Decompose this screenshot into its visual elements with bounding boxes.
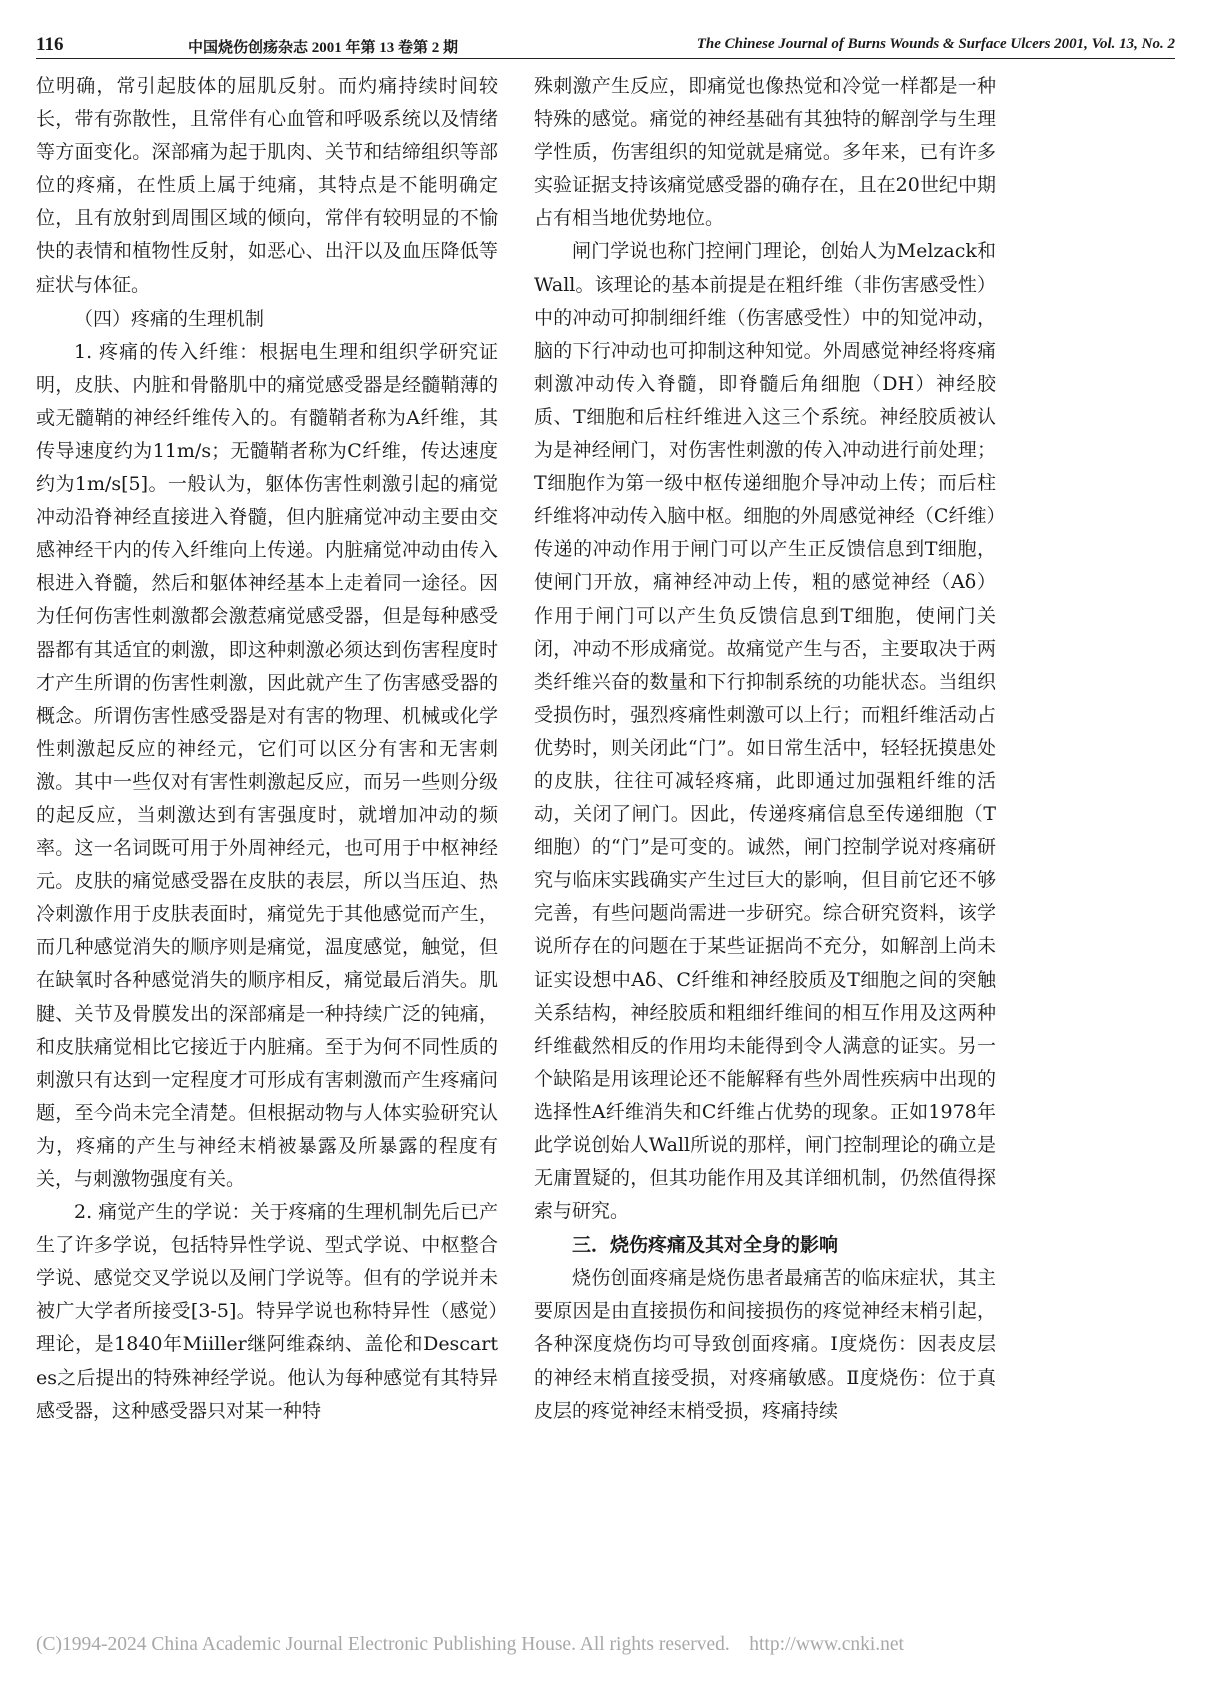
left-column <box>36 70 498 1428</box>
journal-title-en: The Chinese Journal of Burns Wounds & Surface Ulcers 2001, Vol. 13, No. 2 <box>696 36 1175 52</box>
paragraph-pain-theories: 2. 痛觉产生的学说：关于疼痛的生理机制先后已产生了许多学说，包括特异性学说、型式学说、中枢整合学说、感觉交叉学说以及闸门学说等。但有的学说并未被广大学者所接受[3-5]。特异学说也称特异性（感觉）理论，是1840年Miiller继阿维森纳、盖伦和Descartes之后提出的特殊神经学说。他认为每种感觉有其特异感受器，这种感受器只对某一种特 <box>36 1201 498 1422</box>
paragraph-burn-pain: 烧伤创面疼痛是烧伤患者最痛苦的临床症状，其主要原因是由直接损伤和间接损伤的疼觉神经末梢引起，各种深度烧伤均可导致创面疼痛。Ⅰ度烧伤：因表皮层的神经末梢直接受损，对疼痛敏感。Ⅱ度烧伤：位于真皮层的疼觉神经末梢受损，疼痛持续 <box>534 1267 996 1422</box>
paragraph-specificity: 殊刺激产生反应，即痛觉也像热觉和冷觉一样都是一种特殊的感觉。痛觉的神经基础有其独特的解剖学与生理学性质，伤害组织的知觉就是痛觉。多年来，已有许多实验证据支持该痛觉感受器的确存在，且在20世纪中期占有相当地优势地位。 <box>534 75 996 230</box>
copyright-footer: (C)1994-2024 China Academic Journal Electronic Publishing House. All rights reserved. http://www.cnki.net <box>36 1634 904 1655</box>
journal-title-cn: 中国烧伤创疡杂志 2001 年第 13 卷第 2 期 <box>188 40 459 56</box>
paragraph-afferent-fibers: 1. 疼痛的传入纤维：根据电生理和组织学研究证明，皮肤、内脏和骨骼肌中的痛觉感受器是经髓鞘薄的或无髓鞘的神经纤维传入的。有髓鞘者称为A纤维，其传导速度约为11m/s；无髓鞘者称为C纤维，传达速度约为1m/s[5]。一般认为，躯体伤害性刺激引起的痛觉冲动沿脊神经直接进入脊髓，但内脏痛觉冲动主要由交感神经干内的传入纤维向上传递。内脏痛觉冲动由传入根进入脊髓，然后和躯体神经基本上走着同一途径。因为任何伤害性刺激都会激惹痛觉感受器，但是每种感受器都有其适宜的刺激，即这种刺激必须达到伤害程度时才产生所谓的伤害性刺激，因此就产生了伤害感受器的概念。所谓伤害性感受器是对有害的物理、机械或化学性刺激起反应的神经元，它们可以区分有害和无害刺激。其中一些仅对有害性刺激起反应，而另一些则分级的起反应，当刺激达到有害强度时，就增加冲动的频率。这一名词既可用于外周神经元，也可用于中枢神经元。皮肤的痛觉感受器在皮肤的表层，所以当压迫、热冷刺激作用于皮肤表面时，痛觉先于其他感觉而产生，而几种感觉消失的顺序则是痛觉，温度感觉，触觉，但在缺氧时各种感觉消失的顺序相反，痛觉最后消失。肌腱、关节及骨膜发出的深部痛是一种持续广泛的钝痛，和皮肤痛觉相比它接近于内脏痛。至于为何不同性质的刺激只有达到一定程度才可形成有害刺激而产生疼痛问题，至今尚未完全清楚。但根据动物与人体实验研究认为，疼痛的产生与神经末梢被暴露及所暴露的程度有关，与刺激物强度有关。 <box>36 340 498 1190</box>
paragraph-gate-control: 闸门学说也称门控闸门理论，创始人为Melzack和Wall。该理论的基本前提是在粗纤维（非伤害感受性）中的冲动可抑制细纤维（伤害感受性）中的知觉冲动，脑的下行冲动也可抑制这种知觉。外周感觉神经将疼痛刺激冲动传入脊髓，即脊髓后角细胞（DH）神经胶质、T细胞和后柱纤维进入这三个系统。神经胶质被认为是神经闸门，对伤害性刺激的传入冲动进行前处理；T细胞作为第一级中枢传递细胞介导冲动上传；而后柱纤维将冲动传入脑中枢。细胞的外周感觉神经（C纤维）传递的冲动作用于闸门可以产生正反馈信息到T细胞，使闸门开放，痛神经冲动上传，粗的感觉神经（Aδ）作用于闸门可以产生负反馈信息到T细胞，使闸门关闭，冲动不形成痛觉。故痛觉产生与否，主要取决于两类纤维兴奋的数量和下行抑制系统的功能状态。当组织受损伤时，强烈疼痛性刺激可以上行；而粗纤维活动占优势时，则关闭此“门”。如日常生活中，轻轻抚摸患处的皮肤，往往可减轻疼痛，此即通过加强粗纤维的活动，关闭了闸门。因此，传递疼痛信息至传递细胞（T细胞）的“门”是可变的。诚然，闸门控制学说对疼痛研究与临床实践确实产生过巨大的影响，但目前它还不够完善，有些问题尚需进一步研究。综合研究资料，该学说所存在的问题在于某些证据尚不充分，如解剖上尚未证实设想中Aδ、C纤维和神经胶质及T细胞之间的突触关系结构，神经胶质和粗细纤维间的相互作用及这两种纤维截然相反的作用均未能得到令人满意的证实。另一个缺陷是用该理论还不能解释有些外周性疾病中出现的选择性A纤维消失和C纤维占优势的现象。正如1978年此学说创始人Wall所说的那样，闸门控制理论的确立是无庸置疑的，但其功能作用及其详细机制，仍然值得探索与研究。 <box>534 240 996 1223</box>
section-heading-4: （四）疼痛的生理机制 <box>74 307 265 330</box>
running-header <box>36 34 1175 59</box>
paragraph-continued: 位明确，常引起肢体的屈肌反射。而灼痛持续时间较长，带有弥散性，且常伴有心血管和呼吸系统以及情绪等方面变化。深部痛为起于肌肉、关节和结缔组织等部位的疼痛，在性质上属于纯痛，其特点是不能明确定位，且有放射到周围区域的倾向，常伴有较明显的不愉快的表情和植物性反射，如恶心、出汗以及血压降低等症状与体征。 <box>36 75 498 296</box>
right-column <box>534 70 996 1428</box>
page-number: 116 <box>36 34 64 55</box>
section-heading-3: 三．烧伤疼痛及其对全身的影响 <box>572 1234 839 1257</box>
